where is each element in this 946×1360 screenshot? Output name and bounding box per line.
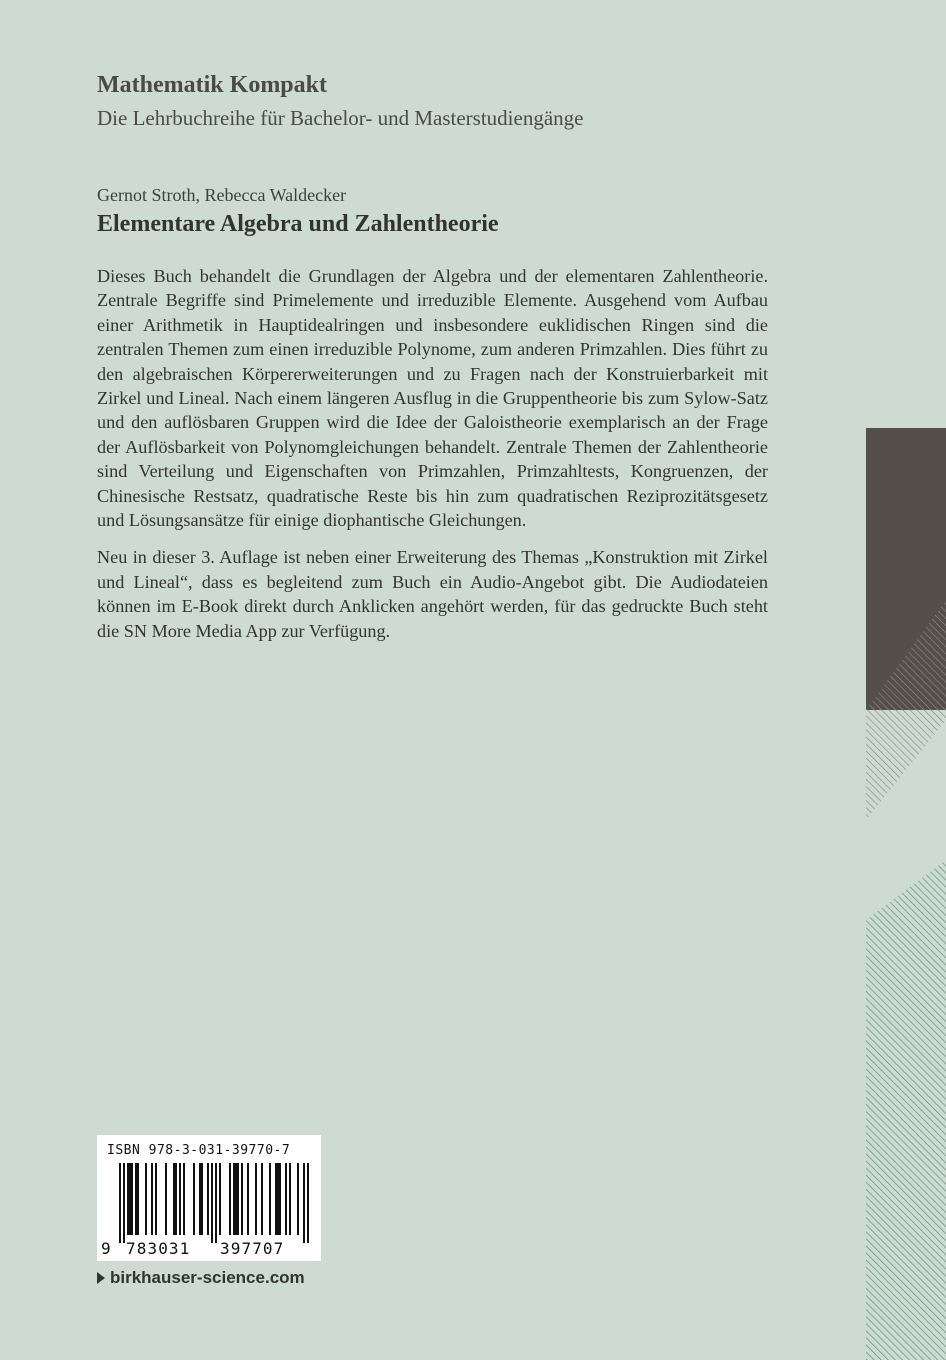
barcode-bar [207,1163,209,1235]
barcode-bar [269,1163,271,1235]
book-description [97,264,768,656]
barcode-bar [285,1163,287,1235]
barcode-bar [297,1163,299,1235]
barcode-bar [127,1163,129,1235]
barcode-bar [135,1163,137,1235]
barcode-bar [193,1163,195,1235]
barcode-digit-group: 397707 [220,1239,285,1258]
barcode-bar [219,1163,221,1235]
publisher-link[interactable] [97,1268,305,1288]
barcode-bar [241,1163,243,1235]
barcode-bar [131,1163,133,1235]
hatch-pattern-decoration [856,600,946,1360]
barcode-bar [211,1163,213,1243]
barcode-bar [151,1163,153,1235]
book-authors: Gernot Stroth, Rebecca Waldecker [97,185,347,205]
barcode-bar [119,1163,121,1243]
barcode-digit-group: 783031 [126,1239,191,1258]
barcode-bar [233,1163,235,1235]
series-subtitle: Die Lehrbuchreihe für Bachelor- und Masterstudiengänge [97,106,584,130]
description-paragraph: Neu in dieser 3. Auflage ist neben einer Erweiterung des Themas „Konstruktion mit Zirkel und Lineal“, dass es begleitend zum Buch ein Audio-Angebot gibt. Die Audiodateien können im E-Book direkt durch Anklicken angehört werden, für das gedruckte Buch steht die SN More Media App zur Verfügung. [97,547,768,641]
barcode-bar [215,1163,217,1243]
barcode-bar [173,1163,175,1235]
barcode-bar [277,1163,279,1235]
series-title: Mathematik Kompakt [97,72,327,98]
barcode-bar [179,1163,181,1235]
barcode-bar [307,1163,309,1243]
barcode-bar [137,1163,139,1235]
barcode-bar [123,1163,125,1243]
barcode-bar [155,1163,157,1235]
hatch-green-band [866,860,946,1360]
barcode-bar [201,1163,203,1235]
barcode-bar [199,1163,201,1235]
barcode [97,1135,321,1261]
barcode-bar [175,1163,177,1235]
barcode-bar [145,1163,147,1235]
description-paragraph: Dieses Buch behandelt die Grundlagen der Algebra und der elementaren Zahlentheorie. Zentrale Begriffe sind Primelemente und irreduzible Elemente. Ausgehend vom Aufbau einer Arithmetik in Hauptidealringen und insbesondere euklidischen Ringen sind die zentralen Themen zum einen irreduzible Polynome, zum anderen Primzahlen. Dies führt zu den algebraischen Körpererweiterungen und zu Fragen nach der Konstruierbarkeit mit Zirkel und Lineal. Nach einem längeren Ausflug in die Gruppentheorie bis zum Sylow-Satz und den auflösbaren Gruppen wird die Idee der Galoistheorie exemplarisch an der Frage der Auflösbarkeit von Polynomgleichungen behandelt. Zentrale Themen der Zahlentheorie sind Verteilung und Eigenschaften von Primzahlen, Primzahltests, Kongruenzen, der Chinesische Restsatz, quadratische Reste bis hin zum quadratischen Reziprozitätsgesetz und Lösungsansätze für einige diophantische Gleichungen. [97,266,768,531]
barcode-bar [255,1163,257,1235]
barcode-bar [289,1163,291,1235]
barcode-bar [237,1163,239,1235]
barcode-bar [229,1163,231,1235]
barcode-bar [247,1163,249,1235]
hatch-grey-band [866,600,946,820]
arrow-icon [97,1272,105,1284]
barcode-bar [235,1163,237,1235]
isbn-label: ISBN 978-3-031-39770-7 [107,1143,291,1158]
book-title: Elementare Algebra und Zahlentheorie [97,211,499,237]
barcode-bar [183,1163,185,1235]
barcode-digit-group: 9 [101,1239,111,1258]
publisher-url: birkhauser-science.com [110,1268,305,1287]
barcode-bar [261,1163,263,1235]
barcode-bar [275,1163,277,1235]
barcode-bar [129,1163,131,1235]
barcode-bar [303,1163,305,1243]
barcode-bar [279,1163,281,1235]
barcode-bar [165,1163,167,1235]
